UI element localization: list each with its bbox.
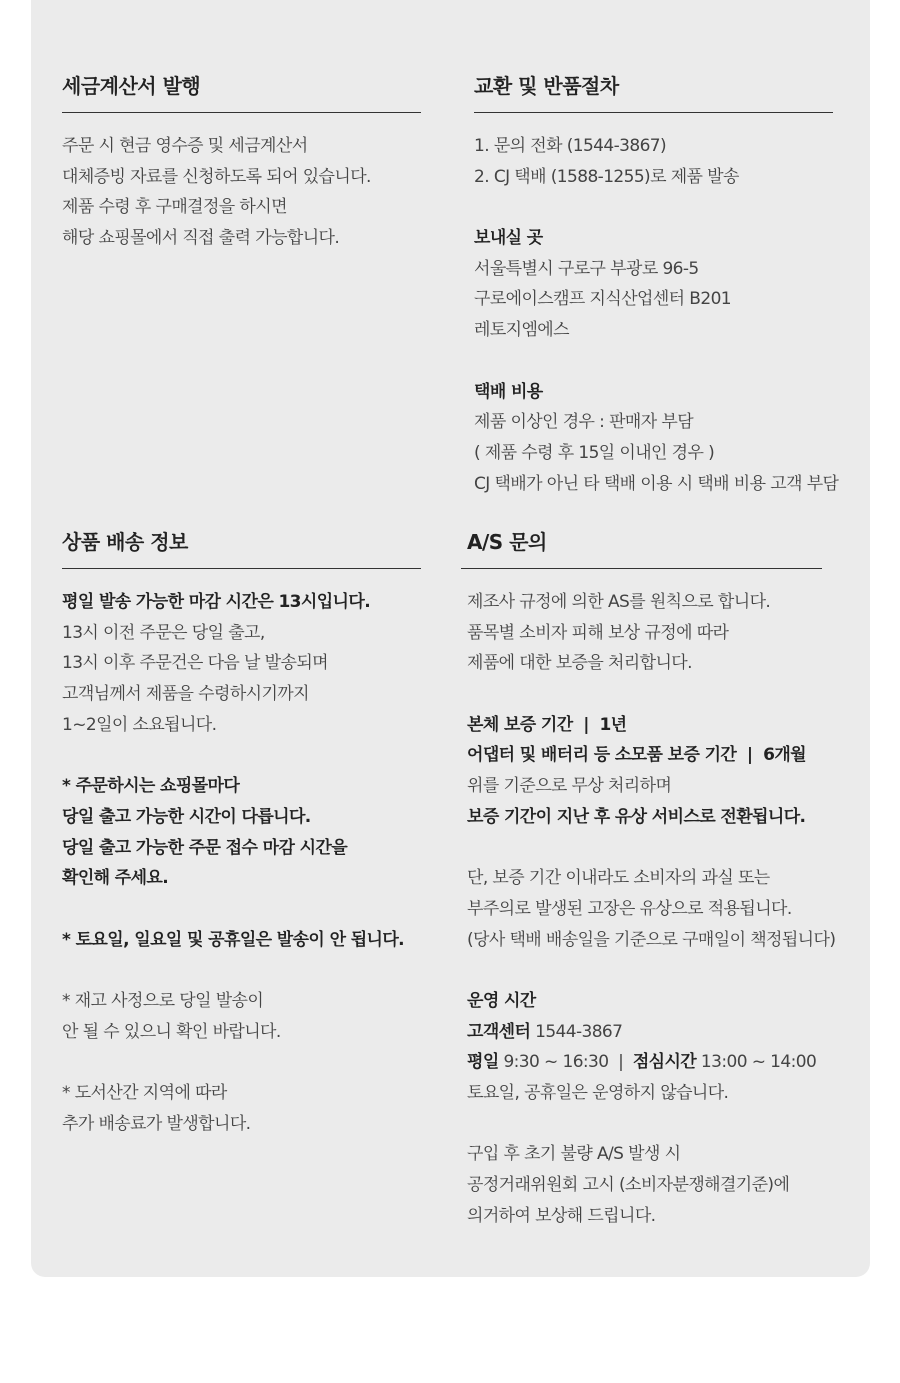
- shipping-line: 고객님께서 제품을 수령하시기까지: [62, 684, 309, 705]
- weekday-label: 평일: [467, 1052, 499, 1073]
- stock-note: 안 될 수 있으니 확인 바랍니다.: [62, 1021, 281, 1042]
- exchange-step: 2. CJ 택배 (1588-1255)로 제품 발송: [474, 166, 739, 187]
- weekday-hours-line: [467, 1047, 822, 1078]
- remote-area-note: 추가 배송료가 발생합니다.: [62, 1113, 251, 1134]
- warranty-paid: 보증 기간이 지난 후 유상 서비스로 전환됩니다.: [467, 806, 806, 827]
- shipping-cost-line: ( 제품 수령 후 15일 이내인 경우 ): [474, 442, 715, 463]
- exchange-step: 1. 문의 전화 (1544-3867): [474, 136, 667, 156]
- exchange-return-body: [474, 131, 839, 499]
- tax-invoice-body: [62, 131, 421, 254]
- shipping-info-section: [62, 528, 421, 1139]
- tax-line: 대체증빙 자료를 신청하도록 되어 있습니다.: [62, 166, 371, 187]
- tax-line: 제품 수령 후 구매결정을 하시면: [62, 197, 287, 218]
- send-address-line: 서울특별시 구로구 부광로 96-5: [474, 258, 699, 279]
- tax-invoice-section: [62, 72, 421, 254]
- shipping-line: 13시 이후 주문건은 다음 날 발송되며: [62, 653, 328, 674]
- shipping-note: * 주문하시는 쇼핑몰마다: [62, 776, 240, 797]
- customer-center-phone: 1544-3867: [530, 1021, 623, 1042]
- tax-line: 주문 시 현금 영수증 및 세금계산서: [62, 136, 308, 156]
- shipping-note: 당일 출고 가능한 주문 접수 마감 시간을: [62, 837, 348, 858]
- shipping-info-title: 상품 배송 정보: [62, 528, 421, 569]
- shipping-line: 13시 이전 주문은 당일 출고,: [62, 622, 265, 643]
- warranty-free: 위를 기준으로 무상 처리하며: [467, 776, 672, 797]
- as-inquiry-body: [461, 587, 836, 1231]
- shipping-lead: 평일 발송 가능한 마감 시간은 13시입니다.: [62, 592, 371, 612]
- shipping-note: 확인해 주세요.: [62, 868, 169, 889]
- exchange-return-section: [474, 72, 839, 499]
- lunch-time: 13:00 ~ 14:00: [696, 1052, 817, 1073]
- exchange-return-title: 교환 및 반품절차: [474, 72, 833, 113]
- remote-area-note: * 도서산간 지역에 따라: [62, 1083, 227, 1103]
- shipping-cost-title: 택배 비용: [474, 381, 543, 402]
- shipping-line: 1~2일이 소요됩니다.: [62, 714, 217, 735]
- lunch-label: 점심시간: [632, 1052, 697, 1073]
- shipping-info-body: [62, 587, 421, 1139]
- customer-center-label: 고객센터: [467, 1021, 531, 1042]
- shipping-cost-line: 제품 이상인 경우 : 판매자 부담: [474, 412, 694, 433]
- send-address-line: 레토지엠에스: [474, 320, 569, 341]
- holiday-note: * 토요일, 일요일 및 공휴일은 발송이 안 됩니다.: [62, 929, 405, 950]
- shipping-note: 당일 출고 가능한 시간이 다릅니다.: [62, 806, 311, 827]
- as-inquiry-section: [461, 528, 836, 1231]
- defect-line: 공정거래위원회 고시 (소비자분쟁해결기준)에: [467, 1175, 790, 1196]
- stock-note: * 재고 사정으로 당일 발송이: [62, 990, 264, 1011]
- exception-line: 단, 보증 기간 이내라도 소비자의 과실 또는: [467, 868, 770, 889]
- exception-line: 부주의로 발생된 고장은 유상으로 적용됩니다.: [467, 898, 792, 919]
- send-address-line: 구로에이스캠프 지식산업센터 B201: [474, 289, 732, 310]
- as-inquiry-title: A/S 문의: [461, 528, 822, 569]
- shipping-cost-line: CJ 택배가 아닌 타 택배 이용 시 택배 비용 고객 부담: [474, 473, 839, 494]
- defect-line: 구입 후 초기 불량 A/S 발생 시: [467, 1144, 681, 1165]
- holiday-closed: 토요일, 공휴일은 운영하지 않습니다.: [467, 1083, 729, 1103]
- send-address-title: 보내실 곳: [474, 228, 543, 249]
- exception-line: (당사 택배 배송일을 기준으로 구매일이 책정됩니다): [467, 929, 836, 950]
- warranty-main: 본체 보증 기간 | 1년: [467, 714, 627, 735]
- as-intro-line: 품목별 소비자 피해 보상 규정에 따라: [467, 622, 729, 643]
- defect-line: 의거하여 보상해 드립니다.: [467, 1205, 656, 1226]
- warranty-accessory: 어댑터 및 배터리 등 소모품 보증 기간 | 6개월: [467, 745, 806, 766]
- tax-invoice-title: 세금계산서 발행: [62, 72, 421, 113]
- hours-title: 운영 시간: [467, 990, 536, 1011]
- as-intro-line: 제품에 대한 보증을 처리합니다.: [467, 653, 692, 674]
- as-intro-line: 제조사 규정에 의한 AS를 원칙으로 합니다.: [467, 592, 771, 612]
- weekday-time: 9:30 ~ 16:30 |: [498, 1052, 633, 1073]
- tax-line: 해당 쇼핑몰에서 직접 출력 가능합니다.: [62, 228, 340, 249]
- customer-center-line: [467, 1017, 822, 1048]
